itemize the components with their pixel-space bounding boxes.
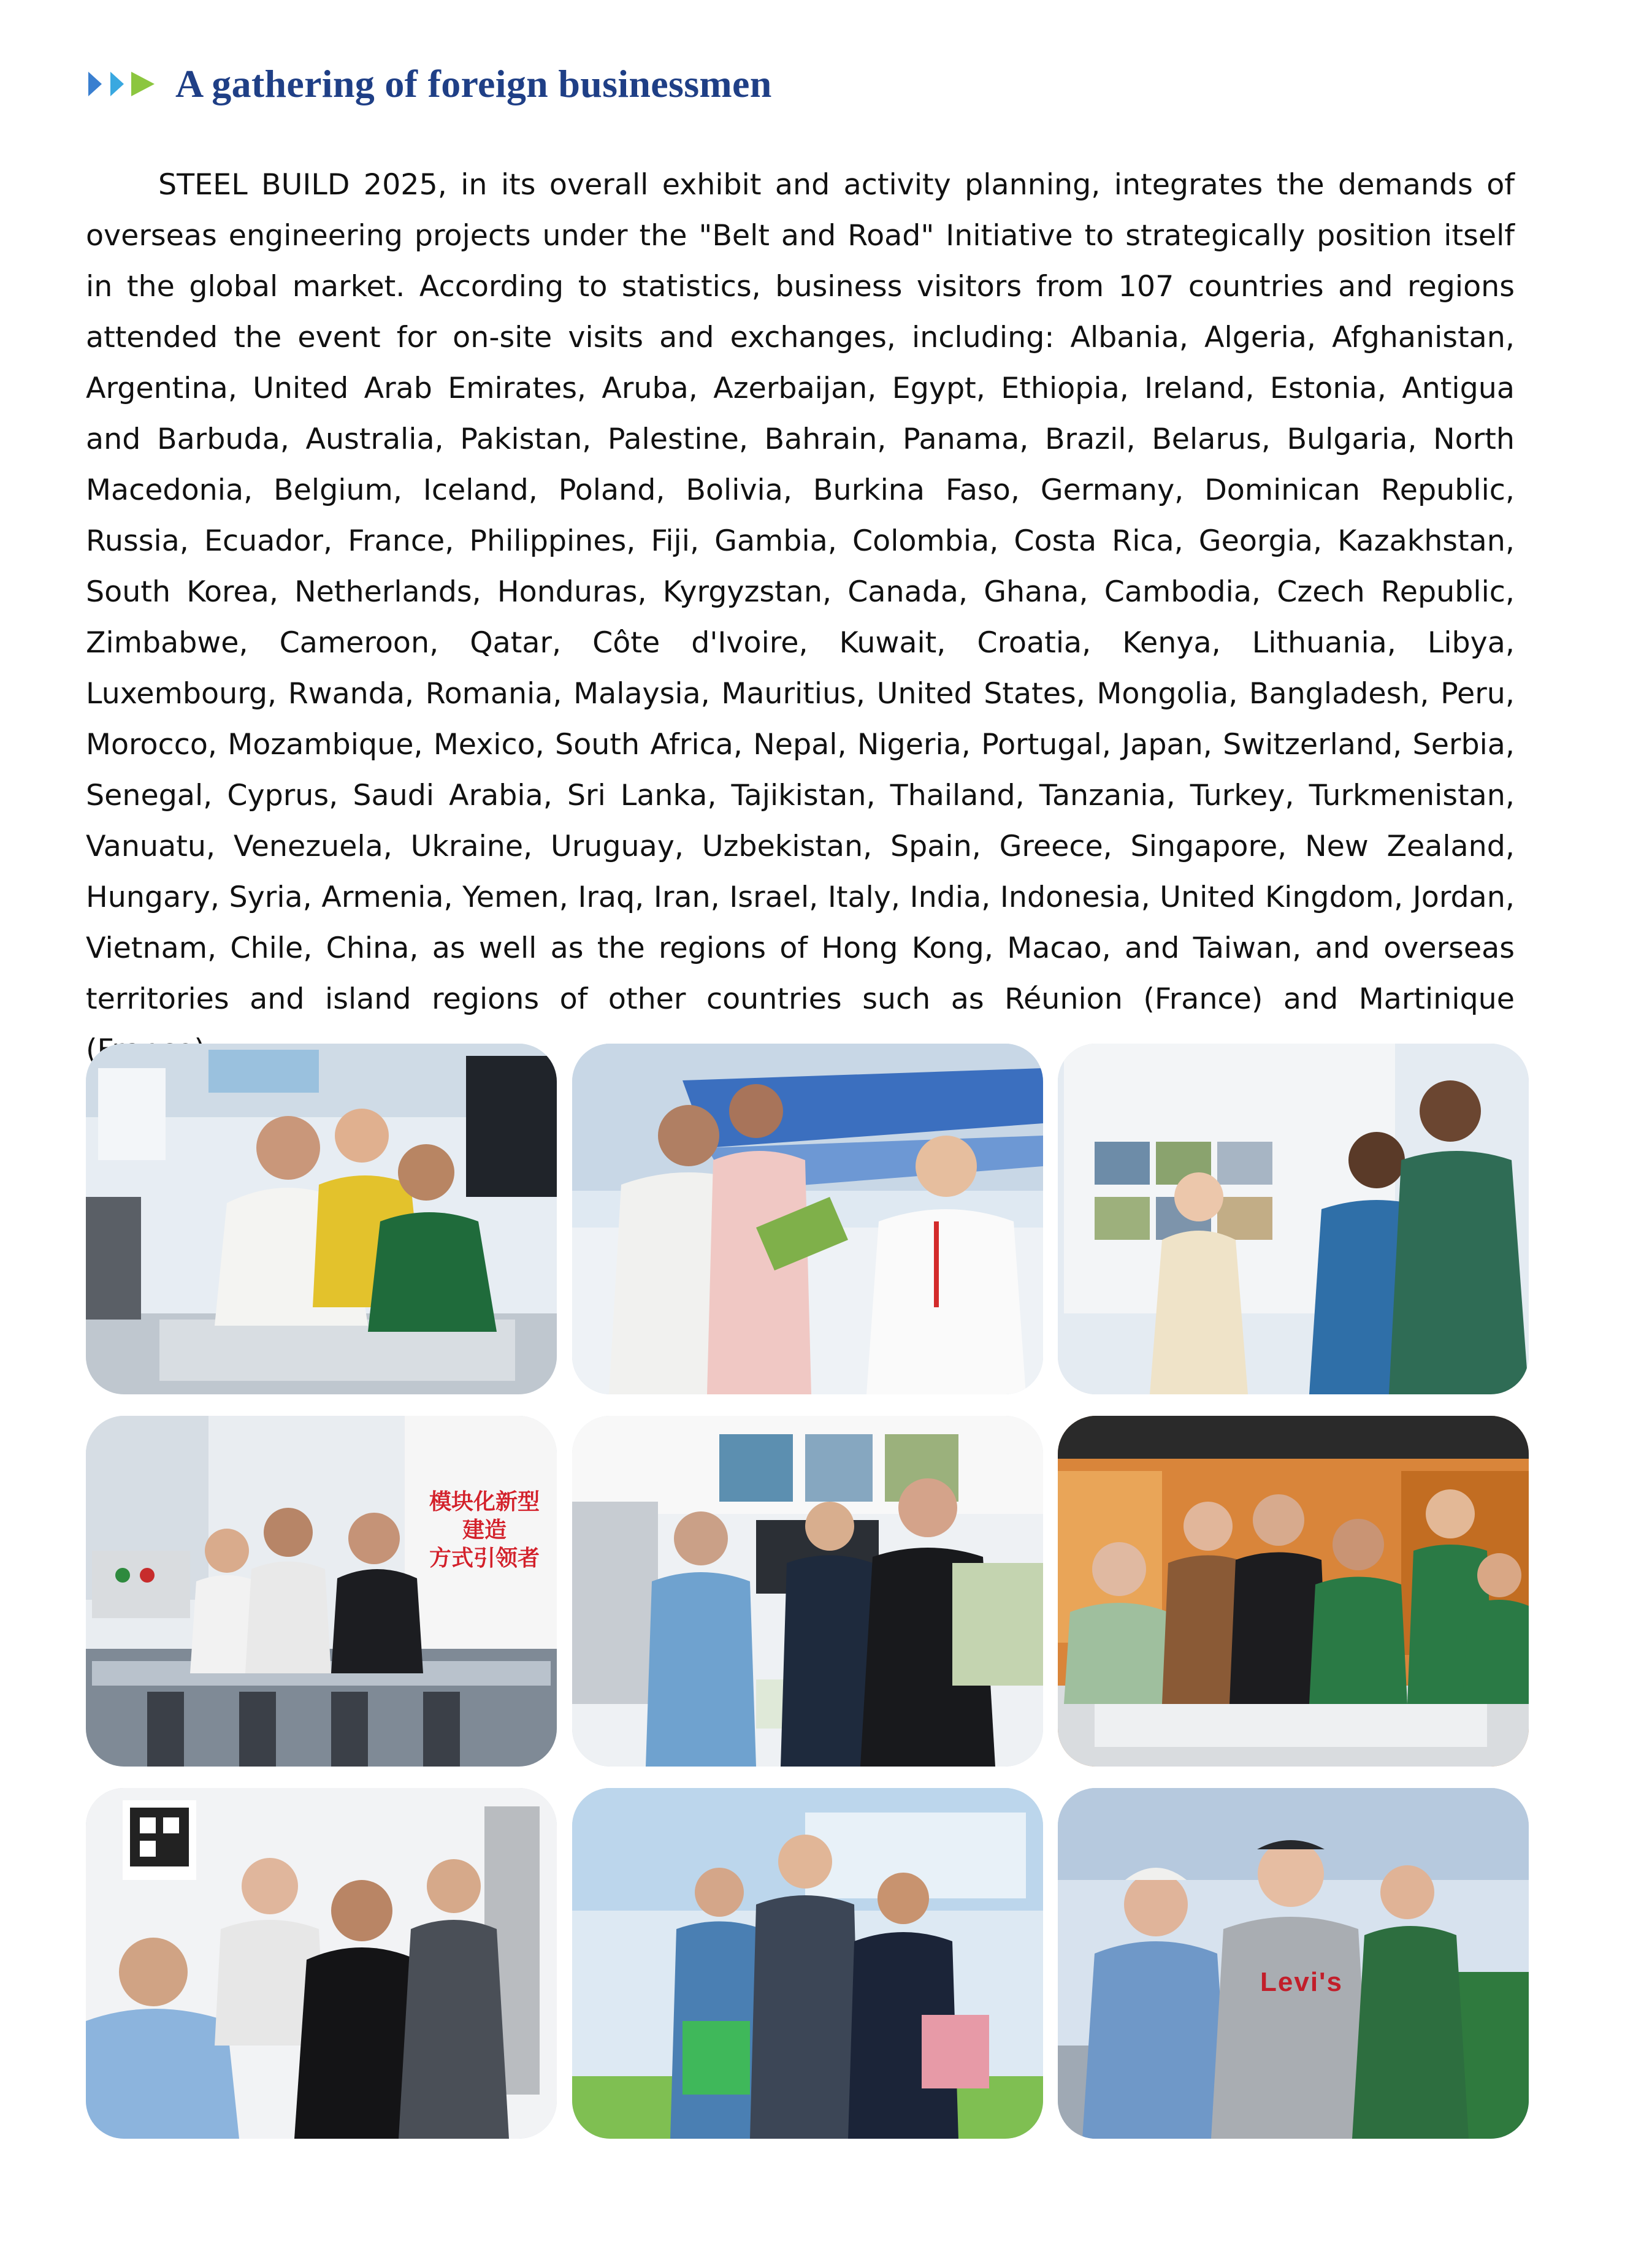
photo-visitors-examining-model: [86, 1044, 557, 1394]
levis-shirt-logo: Levi's: [1260, 1967, 1343, 1997]
body-paragraph: STEEL BUILD 2025, in its overall exhibit and activity planning, integrates the demands of overseas engineering projects under the "Belt and Road" Initiative to strategically position itself in the global market. According to statistics, business visitors from 107 countries and regions attended the event for on-site visits and exchanges, including: Albania, Algeria, Afghanistan, Argentina, United Arab Emirates, Aruba, Azerbaijan, Egypt, Ethiopia, Ireland, Estonia, Antigua and Barbuda, Australia, Pakistan, Palestine, Bahrain, Panama, Brazil, Belarus, Bulgaria, North Macedonia, Belgium, Iceland, Poland, Bolivia, Burkina Faso, Germany, Dominican Republic, Russia, Ecuador, France, Philippines, Fiji, Gambia, Colombia, Costa Rica, Georgia, Kazakhstan, South Korea, Netherlands, Honduras, Kyrgyzstan, Canada, Ghana, Cambodia, Czech Republic, Zimbabwe, Cameroon, Qatar, Côte d'Ivoire, Kuwait, Croatia, Kenya, Lithuania, Libya, Luxembourg, Rwanda, Romania, Malaysia, Mauritius, United States, Mongolia, Bangladesh, Peru, Morocco, Mozambique, Mexico, South Africa, Nepal, Nigeria, Portugal, Japan, Switzerland, Serbia, Senegal, Cyprus, Saudi Arabia, Sri Lanka, Tajikistan, Thailand, Tanzania, Turkey, Turkmenistan, Vanuatu, Venezuela, Ukraine, Uruguay, Uzbekistan, Spain, Greece, Singapore, New Zealand, Hungary, Syria, Armenia, Yemen, Iraq, Iran, Israel, Italy, India, Indonesia, United Kingdom, Jordan, Vietnam, Chile, China, as well as the regions of Hong Kong, Macao, and Taiwan, and overseas territories and island regions of other countries such as Réunion (France) and Martinique: [86, 167, 1515, 1016]
photo-grid: [86, 1044, 1529, 2139]
sign-line-1: 模块化新型建造: [429, 1489, 540, 1543]
photo-group-discussing-model: [1058, 1416, 1529, 1767]
triple-chevron-arrow-icon: [86, 66, 159, 102]
photo-roll-forming-machine: [86, 1416, 557, 1767]
section-title: A gathering of foreign businessmen: [175, 62, 772, 105]
chinese-exhibition-sign: [429, 1488, 540, 1573]
photo-business-negotiation: [86, 1788, 557, 2139]
photo-visitors-with-brochure: [572, 1044, 1043, 1394]
photo-visitors-with-bags: [572, 1788, 1043, 2139]
photo-visitors-laughing: [1058, 1788, 1529, 2139]
section-heading: [86, 56, 772, 112]
photo-visitors-at-display-board: [1058, 1044, 1529, 1394]
sign-line-2: 方式引领者: [429, 1546, 540, 1571]
photo-visitors-thumbs-up: [572, 1416, 1043, 1767]
